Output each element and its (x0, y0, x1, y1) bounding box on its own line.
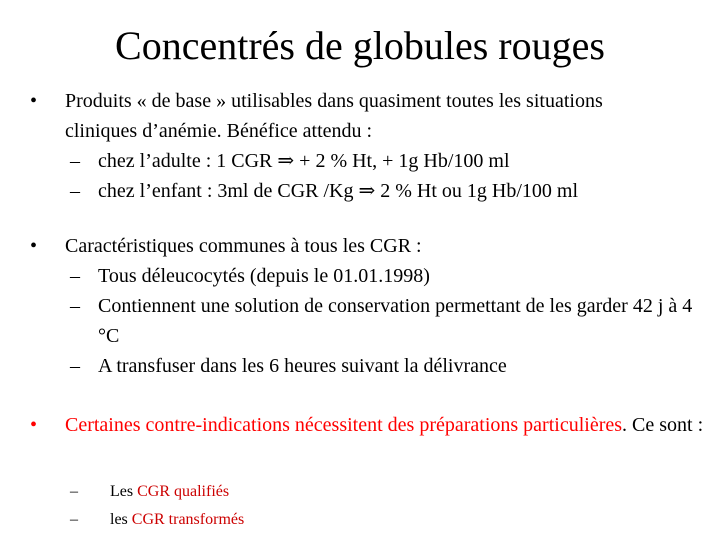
dash-marker: – (70, 511, 78, 528)
bullet-products-line1: Produits « de base » utilisables dans quasiment toutes les situations (65, 90, 603, 112)
implies-arrow-icon: ⇒ (277, 150, 295, 172)
list-item-prefix: Les (110, 483, 138, 500)
sub-item-text: Contiennent une solution de conservation permettant de les garder 42 j à 4 °C (98, 295, 693, 347)
sub-item-conservation (30, 291, 718, 351)
bullet-marker: • (30, 90, 38, 112)
sub-item-transfuse (30, 351, 718, 381)
bullet-products-text (65, 86, 715, 146)
list-item-red: CGR transformés (131, 511, 245, 528)
sub-item-adult (30, 146, 718, 176)
bullet-contraindications-text (65, 410, 715, 440)
dash-marker: – (70, 483, 78, 500)
implies-arrow-icon: ⇒ (358, 180, 376, 202)
contraindications-black-text: . Ce sont : (622, 414, 704, 436)
sub-item-leukoreduced (30, 261, 718, 291)
bullet-characteristics-text: Caractéristiques communes à tous les CGR : (65, 235, 422, 257)
bullet-characteristics (30, 231, 718, 381)
contraindications-red-text: Certaines contre-indications nécessitent des préparations particulières (65, 414, 623, 436)
list-item-transformed (30, 506, 244, 534)
cgr-types-list (30, 478, 244, 534)
list-item-prefix: les (110, 511, 132, 528)
bullet-contraindications (30, 410, 715, 440)
list-item-red: CGR qualifiés (137, 483, 230, 500)
dash-marker: – (70, 265, 80, 287)
dash-marker: – (70, 150, 80, 172)
dash-marker: – (70, 295, 80, 317)
bullet-products-line2: cliniques d’anémie. Bénéfice attendu : (65, 120, 373, 142)
bullet-marker: • (30, 414, 38, 436)
sub-item-adult-text-b: + 2 % Ht, + 1g Hb/100 ml (294, 150, 510, 172)
sub-item-text: Tous déleucocytés (depuis le 01.01.1998) (98, 265, 430, 287)
slide-title: Concentrés de globules rouges (115, 23, 605, 68)
dash-marker: – (70, 355, 80, 377)
list-item-qualified (30, 478, 244, 506)
sub-item-text: A transfuser dans les 6 heures suivant la délivrance (98, 355, 507, 377)
sub-item-adult-text-a: chez l’adulte : 1 CGR (98, 150, 278, 172)
bullet-products (30, 86, 718, 206)
bullet-marker: • (30, 235, 38, 257)
sub-item-child-text-a: chez l’enfant : 3ml de CGR /Kg (98, 180, 359, 202)
sub-item-child (30, 176, 718, 206)
sub-item-child-text-b: 2 % Ht ou 1g Hb/100 ml (375, 180, 579, 202)
dash-marker: – (70, 180, 80, 202)
